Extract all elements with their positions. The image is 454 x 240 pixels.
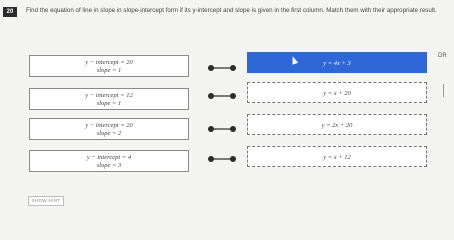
left-item-1[interactable] xyxy=(29,55,189,77)
right-item-1-equation: y = 4x + 3 xyxy=(323,60,351,67)
connector-1[interactable] xyxy=(208,65,236,71)
right-item-3-equation: y = 2x + 20 xyxy=(321,122,353,129)
show-hint-button[interactable]: SHOW HINT xyxy=(28,196,64,206)
connector-3-left-dot[interactable] xyxy=(208,126,214,132)
right-item-4[interactable] xyxy=(247,146,427,167)
connector-2-right-dot[interactable] xyxy=(230,93,236,99)
right-item-4-equation: y = x + 12 xyxy=(323,154,351,161)
connector-4-right-dot[interactable] xyxy=(230,156,236,162)
connector-1-left-dot[interactable] xyxy=(208,65,214,71)
connector-2[interactable] xyxy=(208,93,236,99)
connector-4-left-dot[interactable] xyxy=(208,156,214,162)
left-item-2[interactable] xyxy=(29,88,189,110)
left-item-3-slope: slope = 2 xyxy=(96,130,122,137)
left-item-1-intercept: y − intercept = 20 xyxy=(85,59,133,66)
left-item-2-intercept: y − intercept = 12 xyxy=(85,92,133,99)
question-number: 20 xyxy=(3,7,17,17)
connector-3[interactable] xyxy=(208,126,236,132)
connector-4[interactable] xyxy=(208,156,236,162)
question-prompt: Find the equation of line in slope in slope-intercept form if its y-intercept and slope is given in the first column. Match them with their appropriate result. xyxy=(26,7,437,14)
right-item-2-equation: y = x + 20 xyxy=(323,90,351,97)
left-item-1-slope: slope = 1 xyxy=(96,67,122,74)
right-item-1[interactable] xyxy=(247,52,427,73)
right-item-2[interactable] xyxy=(247,82,427,103)
left-item-4-slope: slope = 3 xyxy=(96,162,122,169)
side-divider xyxy=(443,84,444,97)
connector-2-left-dot[interactable] xyxy=(208,93,214,99)
left-item-4-intercept: y − intercept = 4 xyxy=(86,154,132,161)
left-item-4[interactable] xyxy=(29,150,189,172)
left-item-3[interactable] xyxy=(29,118,189,140)
connector-3-right-dot[interactable] xyxy=(230,126,236,132)
right-item-3[interactable] xyxy=(247,114,427,135)
left-item-3-intercept: y − intercept = 20 xyxy=(85,122,133,129)
connector-1-right-dot[interactable] xyxy=(230,65,236,71)
left-item-2-slope: slope = 1 xyxy=(96,100,122,107)
side-label: DR xyxy=(438,53,447,59)
